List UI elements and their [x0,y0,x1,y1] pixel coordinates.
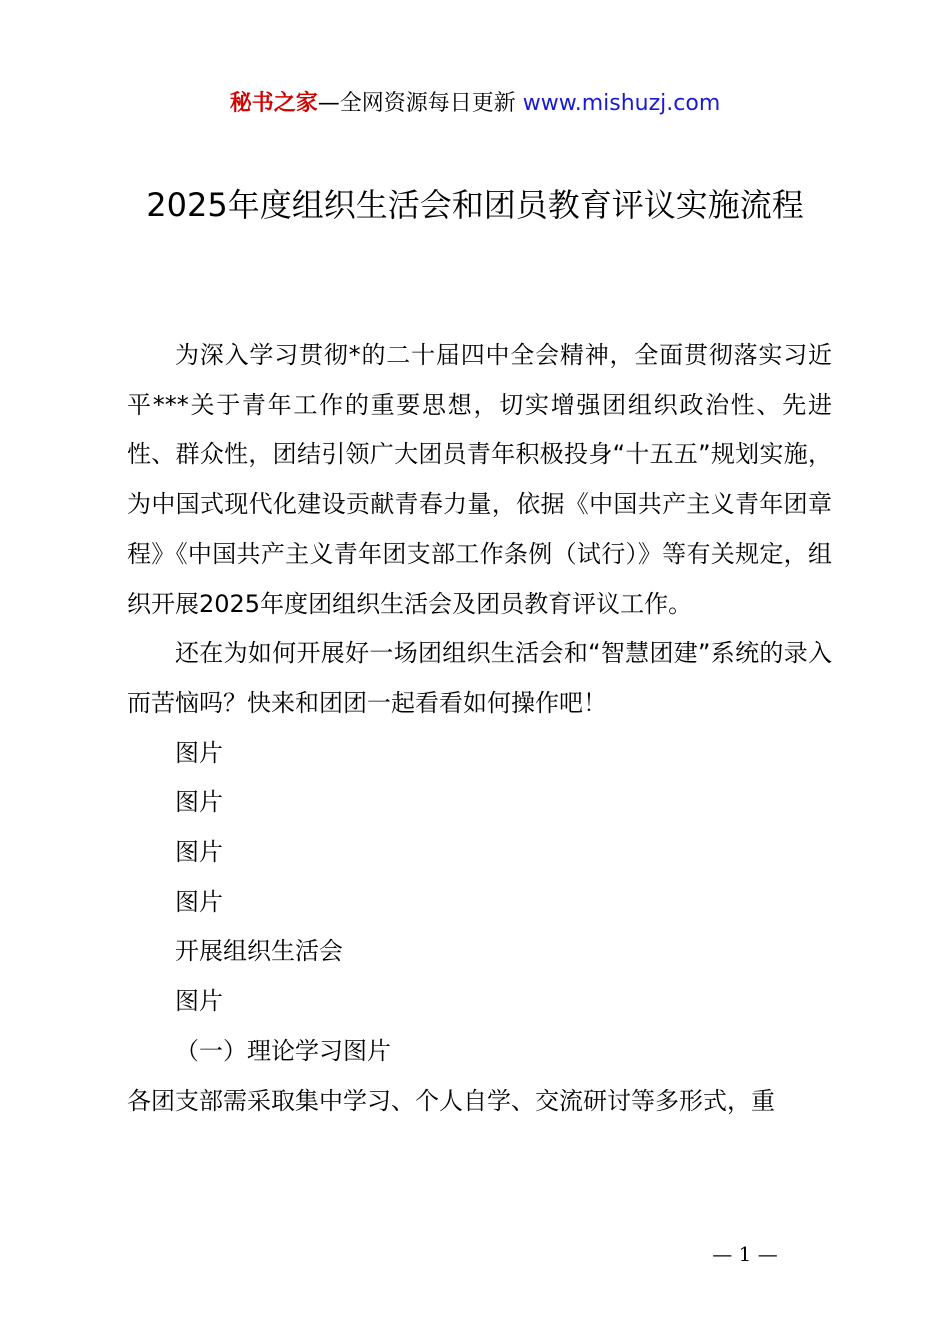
image-placeholder: 图片 [175,987,223,1016]
image-placeholder: 图片 [175,788,223,817]
intro-paragraph: 为深入学习贯彻*的二十届四中全会精神，全面贯彻落实习近平***关于青年工作的重要思想，切实增强团组织政治性、先进性、群众性，团结引领广大团员青年积极投身“十五五”规划实施，为中国式现代化建设贡献青春力量，依据《中国共产主义青年团章程》《中国共产主义青年团支部工作条例（试行）》等有关规定，组织开展2025年度团组织生活会及团员教育评议工作。 [127,341,832,618]
document-body [127,331,832,1126]
question-paragraph: 还在为如何开展好一场团组织生活会和“智慧团建”系统的录入而苦恼吗？快来和团团一起看看如何操作吧！ [127,639,832,717]
image-placeholder: 图片 [175,838,223,867]
site-header [0,88,950,120]
subsection-heading: （一）理论学习图片 [175,1036,391,1065]
site-brand: 秘书之家 [229,91,318,116]
section-heading: 开展组织生活会 [175,937,343,966]
image-placeholder: 图片 [175,887,223,916]
site-url-link[interactable]: www.mishuzj.com [522,91,721,116]
image-placeholder: 图片 [175,738,223,767]
site-slogan: —全网资源每日更新 [317,91,516,116]
body-paragraph: 各团支部需采取集中学习、个人自学、交流研讨等多形式，重 [127,1086,775,1115]
page-number: — 1 — [712,1242,778,1266]
document-title: 2025年度组织生活会和团员教育评议实施流程 [146,186,804,224]
